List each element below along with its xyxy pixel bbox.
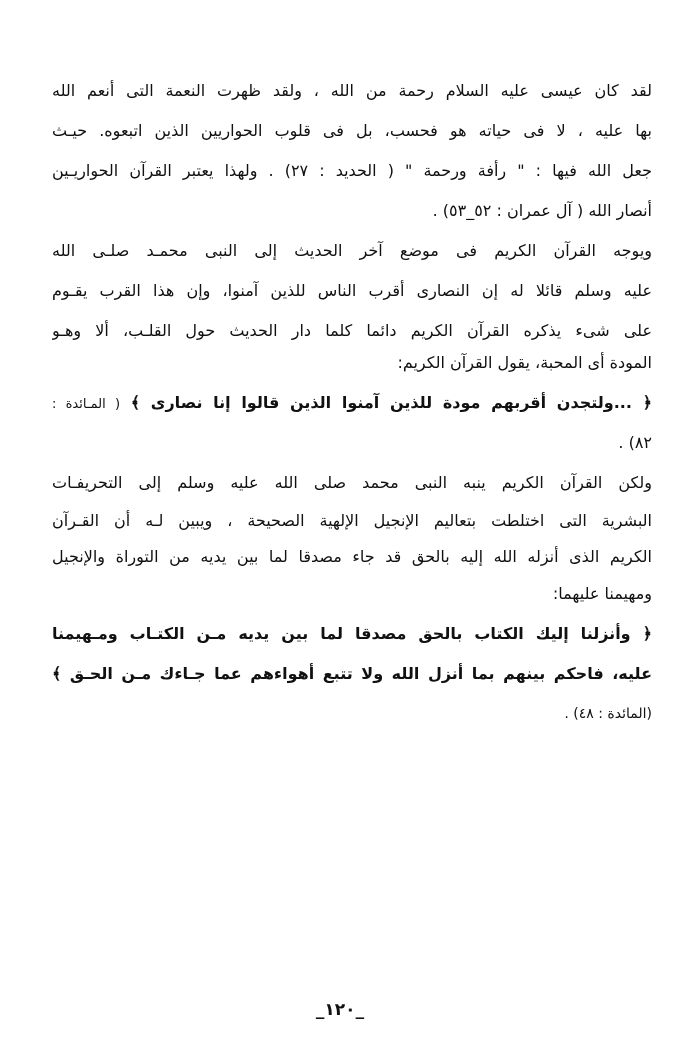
- paragraph-3-line-2: البشرية التى اختلطت بتعاليم الإنجيل الإلهية الصحيحة ، ويبين لـه أن القـرآن: [52, 511, 652, 530]
- paragraph-1-line-1: لقد كان عيسى عليه السلام رحمة من الله ، ولقد ظهرت النعمة التى أنعم الله: [52, 81, 652, 100]
- quran-quote-2-line-2: عليه، فاحكم بينهم بما أنزل الله ولا تتبع أهواءهم عما جـاءك مـن الحـق ﴾: [52, 664, 652, 683]
- quran-quote-1: [52, 392, 652, 416]
- paragraph-2-line-2: عليه وسلم قائلا له إن النصارى أقرب الناس للذين آمنوا، وإن هذا القرب يقـوم: [52, 281, 652, 300]
- paragraph-1-line-3: جعل الله فيها : " رأفة ورحمة " ( الحديد : ٢٧) . ولهذا يعتبر القرآن الحواريـين: [52, 161, 652, 180]
- quran-quote-2-reference: (المائدة : ٤٨) .: [564, 706, 652, 722]
- paragraph-1-line-4: أنصار الله ( آل عمران : ٥٢_٥٣) .: [432, 201, 652, 220]
- quran-quote-1-reference-end: ٨٢) .: [618, 433, 652, 452]
- quran-quote-1-text: ﴿ ...ولتجدن أقربهم مودة للذين آمنوا الذين قالوا إنا نصارى ﴾: [130, 393, 652, 412]
- paragraph-2-line-4: المودة أى المحبة، يقول القرآن الكريم:: [397, 353, 652, 372]
- paragraph-2-line-3: على شىء يذكره القرآن الكريم دائما كلما دار الحديث حول القلـب، ألا وهـو: [52, 321, 652, 340]
- paragraph-3-line-4: ومهيمنا عليهما:: [552, 584, 652, 603]
- quran-quote-2-line-1: ﴿ وأنزلنا إليك الكتاب بالحق مصدقا لما بين يديه مـن الكتـاب ومـهيمنا: [52, 624, 652, 643]
- page-number: _١٢٠_: [315, 1000, 365, 1020]
- paragraph-3-line-3: الكريم الذى أنزله الله إليه بالحق قد جاء مصدقا لما بين يديه من التوراة والإنجيل: [52, 547, 652, 566]
- paragraph-1-line-2: بها عليه ، لا فى حياته هو فحسب، بل فى قلوب الحواريين الذين اتبعوه. حيـث: [52, 121, 652, 140]
- paragraph-2-line-1: ويوجه القرآن الكريم فى موضع آخر الحديث إلى النبى محمـد صلـى الله: [52, 241, 652, 260]
- quran-quote-1-reference: ( المـائدة :: [52, 397, 121, 412]
- paragraph-3-line-1: ولكن القرآن الكريم ينبه النبى محمد صلى الله عليه وسلم إلى التحريفـات: [52, 473, 652, 492]
